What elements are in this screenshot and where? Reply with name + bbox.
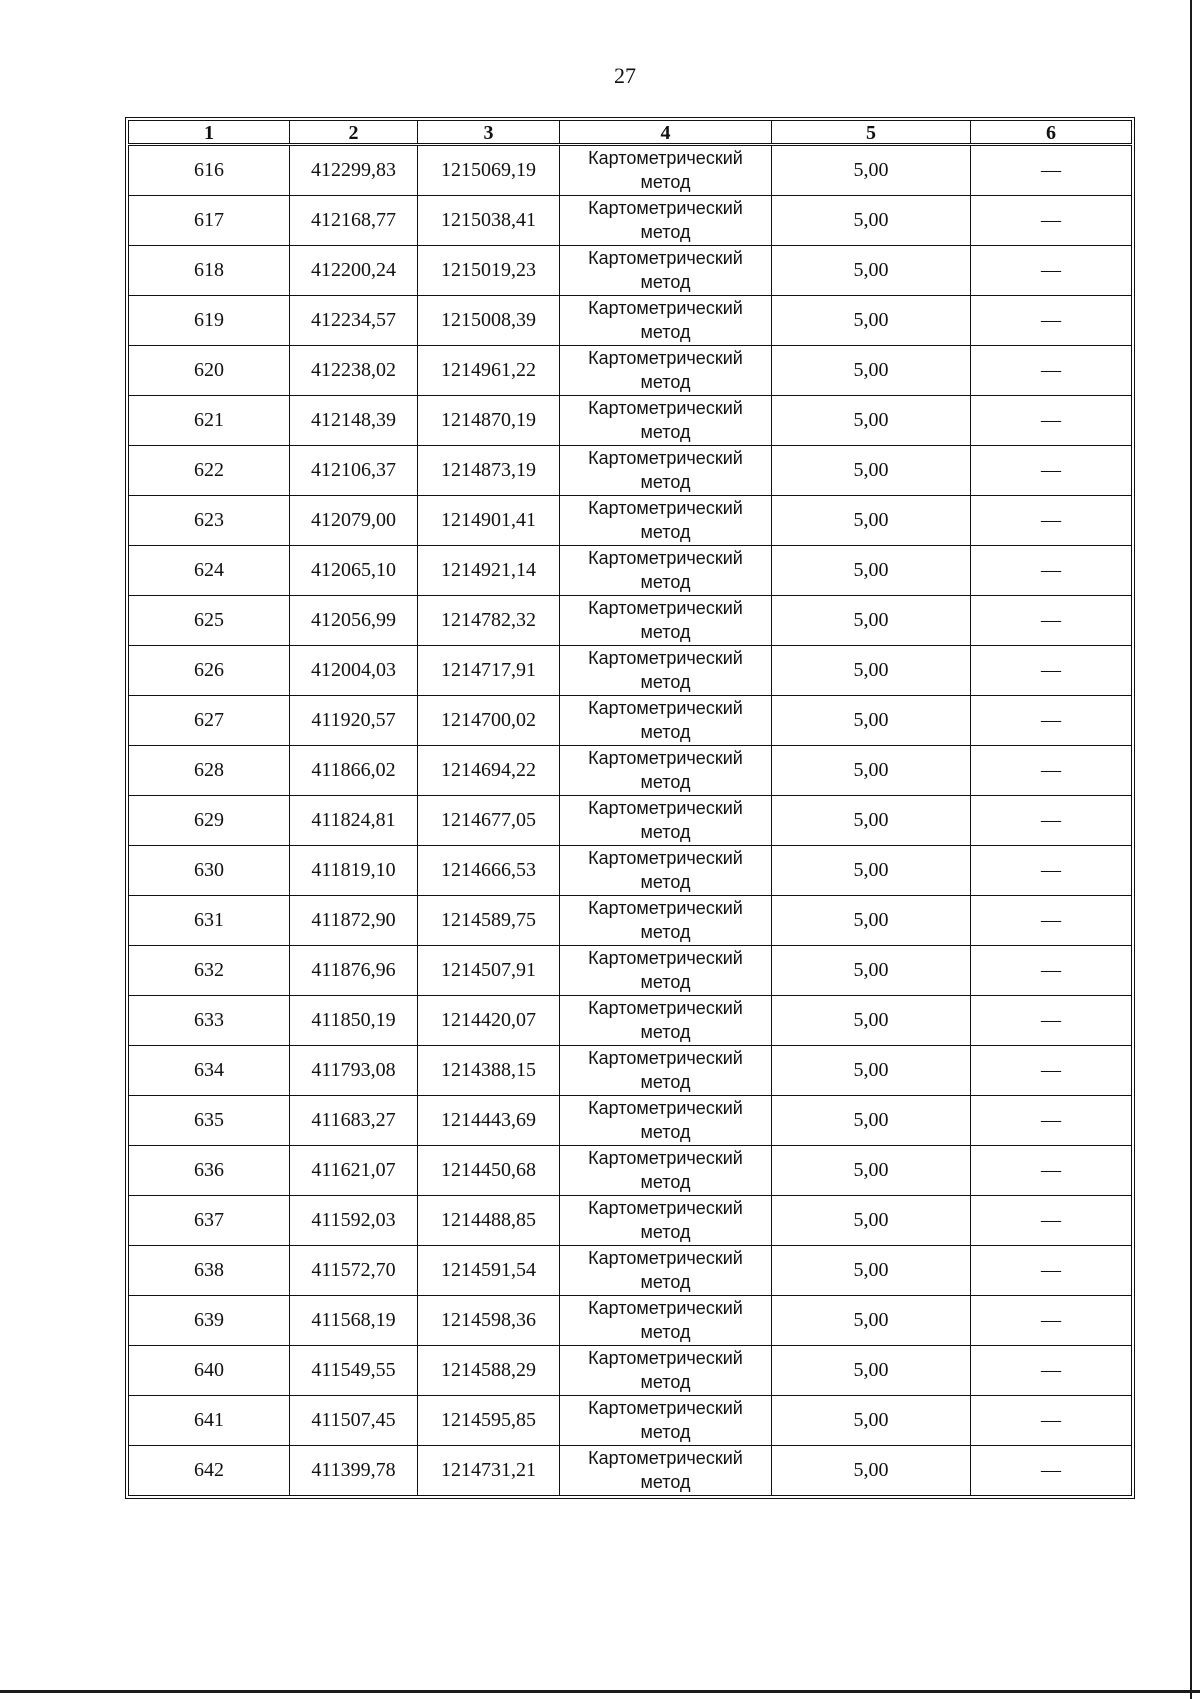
method-line-2: метод — [640, 222, 691, 242]
y-coordinate-cell: 1214591,54 — [418, 1246, 560, 1296]
x-coordinate-cell: 411507,45 — [290, 1396, 418, 1446]
method-line-1: Картометрический — [588, 798, 743, 818]
method-line-2: метод — [640, 972, 691, 992]
col6-cell: — — [971, 846, 1132, 896]
x-coordinate-cell: 411793,08 — [290, 1046, 418, 1096]
x-coordinate-cell: 411824,81 — [290, 796, 418, 846]
table-row — [129, 646, 1132, 696]
point-number-cell: 626 — [129, 646, 290, 696]
y-coordinate-cell: 1214420,07 — [418, 996, 560, 1046]
x-coordinate-cell: 412238,02 — [290, 346, 418, 396]
y-coordinate-cell: 1214666,53 — [418, 846, 560, 896]
accuracy-cell: 5,00 — [772, 546, 971, 596]
method-line-1: Картометрический — [588, 348, 743, 368]
accuracy-cell: 5,00 — [772, 946, 971, 996]
table-row — [129, 996, 1132, 1046]
method-cell — [560, 1146, 772, 1196]
point-number-cell: 632 — [129, 946, 290, 996]
method-cell — [560, 446, 772, 496]
method-line-2: метод — [640, 1372, 691, 1392]
col6-cell: — — [971, 1046, 1132, 1096]
method-line-1: Картометрический — [588, 1348, 743, 1368]
method-line-2: метод — [640, 1272, 691, 1292]
point-number-cell: 618 — [129, 246, 290, 296]
method-line-2: метод — [640, 372, 691, 392]
point-number-cell: 620 — [129, 346, 290, 396]
y-coordinate-cell: 1215008,39 — [418, 296, 560, 346]
point-number-cell: 637 — [129, 1196, 290, 1246]
accuracy-cell: 5,00 — [772, 796, 971, 846]
table-body — [129, 145, 1132, 1496]
x-coordinate-cell: 411819,10 — [290, 846, 418, 896]
x-coordinate-cell: 411683,27 — [290, 1096, 418, 1146]
method-line-2: метод — [640, 172, 691, 192]
method-cell — [560, 346, 772, 396]
accuracy-cell: 5,00 — [772, 696, 971, 746]
x-coordinate-cell: 411621,07 — [290, 1146, 418, 1196]
point-number-cell: 641 — [129, 1396, 290, 1446]
table-row — [129, 1396, 1132, 1446]
x-coordinate-cell: 411592,03 — [290, 1196, 418, 1246]
table-row — [129, 1146, 1132, 1196]
method-cell — [560, 696, 772, 746]
header-col-4: 4 — [560, 121, 772, 145]
x-coordinate-cell: 412200,24 — [290, 246, 418, 296]
point-number-cell: 639 — [129, 1296, 290, 1346]
method-line-2: метод — [640, 822, 691, 842]
col6-cell: — — [971, 696, 1132, 746]
method-line-1: Картометрический — [588, 398, 743, 418]
col6-cell: — — [971, 246, 1132, 296]
col6-cell: — — [971, 1396, 1132, 1446]
method-line-1: Картометрический — [588, 1248, 743, 1268]
accuracy-cell: 5,00 — [772, 1346, 971, 1396]
table-row — [129, 696, 1132, 746]
accuracy-cell: 5,00 — [772, 1096, 971, 1146]
method-line-2: метод — [640, 522, 691, 542]
method-cell — [560, 796, 772, 846]
method-cell — [560, 1446, 772, 1496]
method-cell — [560, 396, 772, 446]
x-coordinate-cell: 411568,19 — [290, 1296, 418, 1346]
col6-cell: — — [971, 396, 1132, 446]
method-line-1: Картометрический — [588, 298, 743, 318]
method-line-2: метод — [640, 322, 691, 342]
x-coordinate-cell: 412004,03 — [290, 646, 418, 696]
point-number-cell: 642 — [129, 1446, 290, 1496]
table-row — [129, 346, 1132, 396]
table-row — [129, 946, 1132, 996]
accuracy-cell: 5,00 — [772, 196, 971, 246]
accuracy-cell: 5,00 — [772, 996, 971, 1046]
accuracy-cell: 5,00 — [772, 496, 971, 546]
method-line-1: Картометрический — [588, 498, 743, 518]
y-coordinate-cell: 1214873,19 — [418, 446, 560, 496]
y-coordinate-cell: 1214588,29 — [418, 1346, 560, 1396]
method-line-2: метод — [640, 1172, 691, 1192]
table-row — [129, 746, 1132, 796]
point-number-cell: 622 — [129, 446, 290, 496]
col6-cell: — — [971, 1446, 1132, 1496]
method-line-2: метод — [640, 772, 691, 792]
coordinates-table — [128, 120, 1132, 1496]
method-line-1: Картометрический — [588, 848, 743, 868]
x-coordinate-cell: 411866,02 — [290, 746, 418, 796]
y-coordinate-cell: 1214443,69 — [418, 1096, 560, 1146]
method-line-2: метод — [640, 1022, 691, 1042]
point-number-cell: 616 — [129, 145, 290, 196]
method-line-1: Картометрический — [588, 1398, 743, 1418]
method-cell — [560, 246, 772, 296]
header-col-2: 2 — [290, 121, 418, 145]
x-coordinate-cell: 412065,10 — [290, 546, 418, 596]
header-row — [129, 121, 1132, 145]
col6-cell: — — [971, 596, 1132, 646]
method-line-1: Картометрический — [588, 1098, 743, 1118]
method-line-2: метод — [640, 622, 691, 642]
y-coordinate-cell: 1214694,22 — [418, 746, 560, 796]
accuracy-cell: 5,00 — [772, 145, 971, 196]
y-coordinate-cell: 1215019,23 — [418, 246, 560, 296]
table-row — [129, 246, 1132, 296]
point-number-cell: 630 — [129, 846, 290, 896]
method-cell — [560, 1346, 772, 1396]
table-row — [129, 145, 1132, 196]
table-row — [129, 1346, 1132, 1396]
point-number-cell: 631 — [129, 896, 290, 946]
y-coordinate-cell: 1214921,14 — [418, 546, 560, 596]
method-cell — [560, 296, 772, 346]
x-coordinate-cell: 412168,77 — [290, 196, 418, 246]
col6-cell: — — [971, 496, 1132, 546]
col6-cell: — — [971, 446, 1132, 496]
method-line-2: метод — [640, 722, 691, 742]
point-number-cell: 619 — [129, 296, 290, 346]
accuracy-cell: 5,00 — [772, 596, 971, 646]
y-coordinate-cell: 1214870,19 — [418, 396, 560, 446]
point-number-cell: 636 — [129, 1146, 290, 1196]
accuracy-cell: 5,00 — [772, 1196, 971, 1246]
col6-cell: — — [971, 946, 1132, 996]
col6-cell: — — [971, 896, 1132, 946]
table-row — [129, 446, 1132, 496]
accuracy-cell: 5,00 — [772, 396, 971, 446]
y-coordinate-cell: 1215038,41 — [418, 196, 560, 246]
table-header — [129, 121, 1132, 145]
method-line-2: метод — [640, 672, 691, 692]
y-coordinate-cell: 1214589,75 — [418, 896, 560, 946]
method-cell — [560, 996, 772, 1046]
y-coordinate-cell: 1214598,36 — [418, 1296, 560, 1346]
method-line-2: метод — [640, 472, 691, 492]
method-line-1: Картометрический — [588, 248, 743, 268]
col6-cell: — — [971, 646, 1132, 696]
table-row — [129, 496, 1132, 546]
col6-cell: — — [971, 296, 1132, 346]
method-cell — [560, 1196, 772, 1246]
x-coordinate-cell: 411920,57 — [290, 696, 418, 746]
point-number-cell: 628 — [129, 746, 290, 796]
method-cell — [560, 1396, 772, 1446]
method-line-2: метод — [640, 872, 691, 892]
point-number-cell: 617 — [129, 196, 290, 246]
accuracy-cell: 5,00 — [772, 296, 971, 346]
col6-cell: — — [971, 1096, 1132, 1146]
point-number-cell: 633 — [129, 996, 290, 1046]
col6-cell: — — [971, 1196, 1132, 1246]
y-coordinate-cell: 1214677,05 — [418, 796, 560, 846]
table-row — [129, 596, 1132, 646]
y-coordinate-cell: 1214961,22 — [418, 346, 560, 396]
y-coordinate-cell: 1214717,91 — [418, 646, 560, 696]
header-col-1: 1 — [129, 121, 290, 145]
x-coordinate-cell: 411876,96 — [290, 946, 418, 996]
col6-cell: — — [971, 1146, 1132, 1196]
accuracy-cell: 5,00 — [772, 1396, 971, 1446]
header-col-5: 5 — [772, 121, 971, 145]
method-cell — [560, 1096, 772, 1146]
col6-cell: — — [971, 796, 1132, 846]
table-row — [129, 1446, 1132, 1496]
method-line-1: Картометрический — [588, 1198, 743, 1218]
x-coordinate-cell: 411399,78 — [290, 1446, 418, 1496]
x-coordinate-cell: 411549,55 — [290, 1346, 418, 1396]
method-line-1: Картометрический — [588, 1048, 743, 1068]
x-coordinate-cell: 412056,99 — [290, 596, 418, 646]
col6-cell: — — [971, 1346, 1132, 1396]
y-coordinate-cell: 1214782,32 — [418, 596, 560, 646]
col6-cell: — — [971, 346, 1132, 396]
method-line-2: метод — [640, 1122, 691, 1142]
method-cell — [560, 1296, 772, 1346]
y-coordinate-cell: 1215069,19 — [418, 145, 560, 196]
method-line-1: Картометрический — [588, 598, 743, 618]
col6-cell: — — [971, 546, 1132, 596]
accuracy-cell: 5,00 — [772, 1296, 971, 1346]
table-row — [129, 1196, 1132, 1246]
accuracy-cell: 5,00 — [772, 746, 971, 796]
accuracy-cell: 5,00 — [772, 246, 971, 296]
method-line-2: метод — [640, 1422, 691, 1442]
method-line-1: Картометрический — [588, 1448, 743, 1468]
method-line-1: Картометрический — [588, 948, 743, 968]
x-coordinate-cell: 411850,19 — [290, 996, 418, 1046]
method-line-2: метод — [640, 922, 691, 942]
page-edge-right — [1190, 0, 1192, 1699]
table-row — [129, 796, 1132, 846]
point-number-cell: 624 — [129, 546, 290, 596]
y-coordinate-cell: 1214700,02 — [418, 696, 560, 746]
method-line-1: Картометрический — [588, 1298, 743, 1318]
method-cell — [560, 1246, 772, 1296]
point-number-cell: 640 — [129, 1346, 290, 1396]
table-row — [129, 1296, 1132, 1346]
y-coordinate-cell: 1214488,85 — [418, 1196, 560, 1246]
point-number-cell: 629 — [129, 796, 290, 846]
method-line-2: метод — [640, 272, 691, 292]
table-row — [129, 546, 1132, 596]
method-line-1: Картометрический — [588, 198, 743, 218]
point-number-cell: 623 — [129, 496, 290, 546]
table-row — [129, 296, 1132, 346]
x-coordinate-cell: 412299,83 — [290, 145, 418, 196]
method-cell — [560, 846, 772, 896]
method-cell — [560, 145, 772, 196]
y-coordinate-cell: 1214595,85 — [418, 1396, 560, 1446]
point-number-cell: 627 — [129, 696, 290, 746]
method-line-1: Картометрический — [588, 148, 743, 168]
accuracy-cell: 5,00 — [772, 1446, 971, 1496]
table-row — [129, 396, 1132, 446]
method-cell — [560, 596, 772, 646]
method-line-1: Картометрический — [588, 448, 743, 468]
x-coordinate-cell: 412106,37 — [290, 446, 418, 496]
col6-cell: — — [971, 1246, 1132, 1296]
method-line-2: метод — [640, 572, 691, 592]
method-line-1: Картометрический — [588, 548, 743, 568]
method-line-2: метод — [640, 1222, 691, 1242]
method-line-1: Картометрический — [588, 648, 743, 668]
col6-cell: — — [971, 1296, 1132, 1346]
x-coordinate-cell: 411572,70 — [290, 1246, 418, 1296]
method-line-2: метод — [640, 1072, 691, 1092]
y-coordinate-cell: 1214901,41 — [418, 496, 560, 546]
y-coordinate-cell: 1214731,21 — [418, 1446, 560, 1496]
x-coordinate-cell: 412148,39 — [290, 396, 418, 446]
table-row — [129, 896, 1132, 946]
method-cell — [560, 496, 772, 546]
method-cell — [560, 896, 772, 946]
accuracy-cell: 5,00 — [772, 1046, 971, 1096]
method-line-1: Картометрический — [588, 748, 743, 768]
accuracy-cell: 5,00 — [772, 846, 971, 896]
method-line-2: метод — [640, 1472, 691, 1492]
method-cell — [560, 646, 772, 696]
y-coordinate-cell: 1214507,91 — [418, 946, 560, 996]
page-edge-bottom — [0, 1690, 1200, 1693]
method-line-2: метод — [640, 422, 691, 442]
method-cell — [560, 946, 772, 996]
accuracy-cell: 5,00 — [772, 346, 971, 396]
accuracy-cell: 5,00 — [772, 446, 971, 496]
accuracy-cell: 5,00 — [772, 1146, 971, 1196]
y-coordinate-cell: 1214388,15 — [418, 1046, 560, 1096]
method-line-1: Картометрический — [588, 1148, 743, 1168]
col6-cell: — — [971, 196, 1132, 246]
page-number: 27 — [614, 63, 636, 88]
x-coordinate-cell: 412079,00 — [290, 496, 418, 546]
point-number-cell: 621 — [129, 396, 290, 446]
point-number-cell: 634 — [129, 1046, 290, 1096]
table-row — [129, 1246, 1132, 1296]
point-number-cell: 625 — [129, 596, 290, 646]
method-cell — [560, 546, 772, 596]
x-coordinate-cell: 412234,57 — [290, 296, 418, 346]
col6-cell: — — [971, 996, 1132, 1046]
header-col-3: 3 — [418, 121, 560, 145]
accuracy-cell: 5,00 — [772, 1246, 971, 1296]
table-row — [129, 846, 1132, 896]
method-cell — [560, 746, 772, 796]
table-row — [129, 1046, 1132, 1096]
col6-cell: — — [971, 746, 1132, 796]
x-coordinate-cell: 411872,90 — [290, 896, 418, 946]
coordinates-table-frame — [125, 117, 1135, 1499]
header-col-6: 6 — [971, 121, 1132, 145]
method-line-2: метод — [640, 1322, 691, 1342]
method-cell — [560, 196, 772, 246]
method-line-1: Картометрический — [588, 698, 743, 718]
method-line-1: Картометрический — [588, 998, 743, 1018]
table-row — [129, 196, 1132, 246]
method-line-1: Картометрический — [588, 898, 743, 918]
point-number-cell: 638 — [129, 1246, 290, 1296]
method-cell — [560, 1046, 772, 1096]
point-number-cell: 635 — [129, 1096, 290, 1146]
y-coordinate-cell: 1214450,68 — [418, 1146, 560, 1196]
table-row — [129, 1096, 1132, 1146]
accuracy-cell: 5,00 — [772, 896, 971, 946]
accuracy-cell: 5,00 — [772, 646, 971, 696]
col6-cell: — — [971, 145, 1132, 196]
